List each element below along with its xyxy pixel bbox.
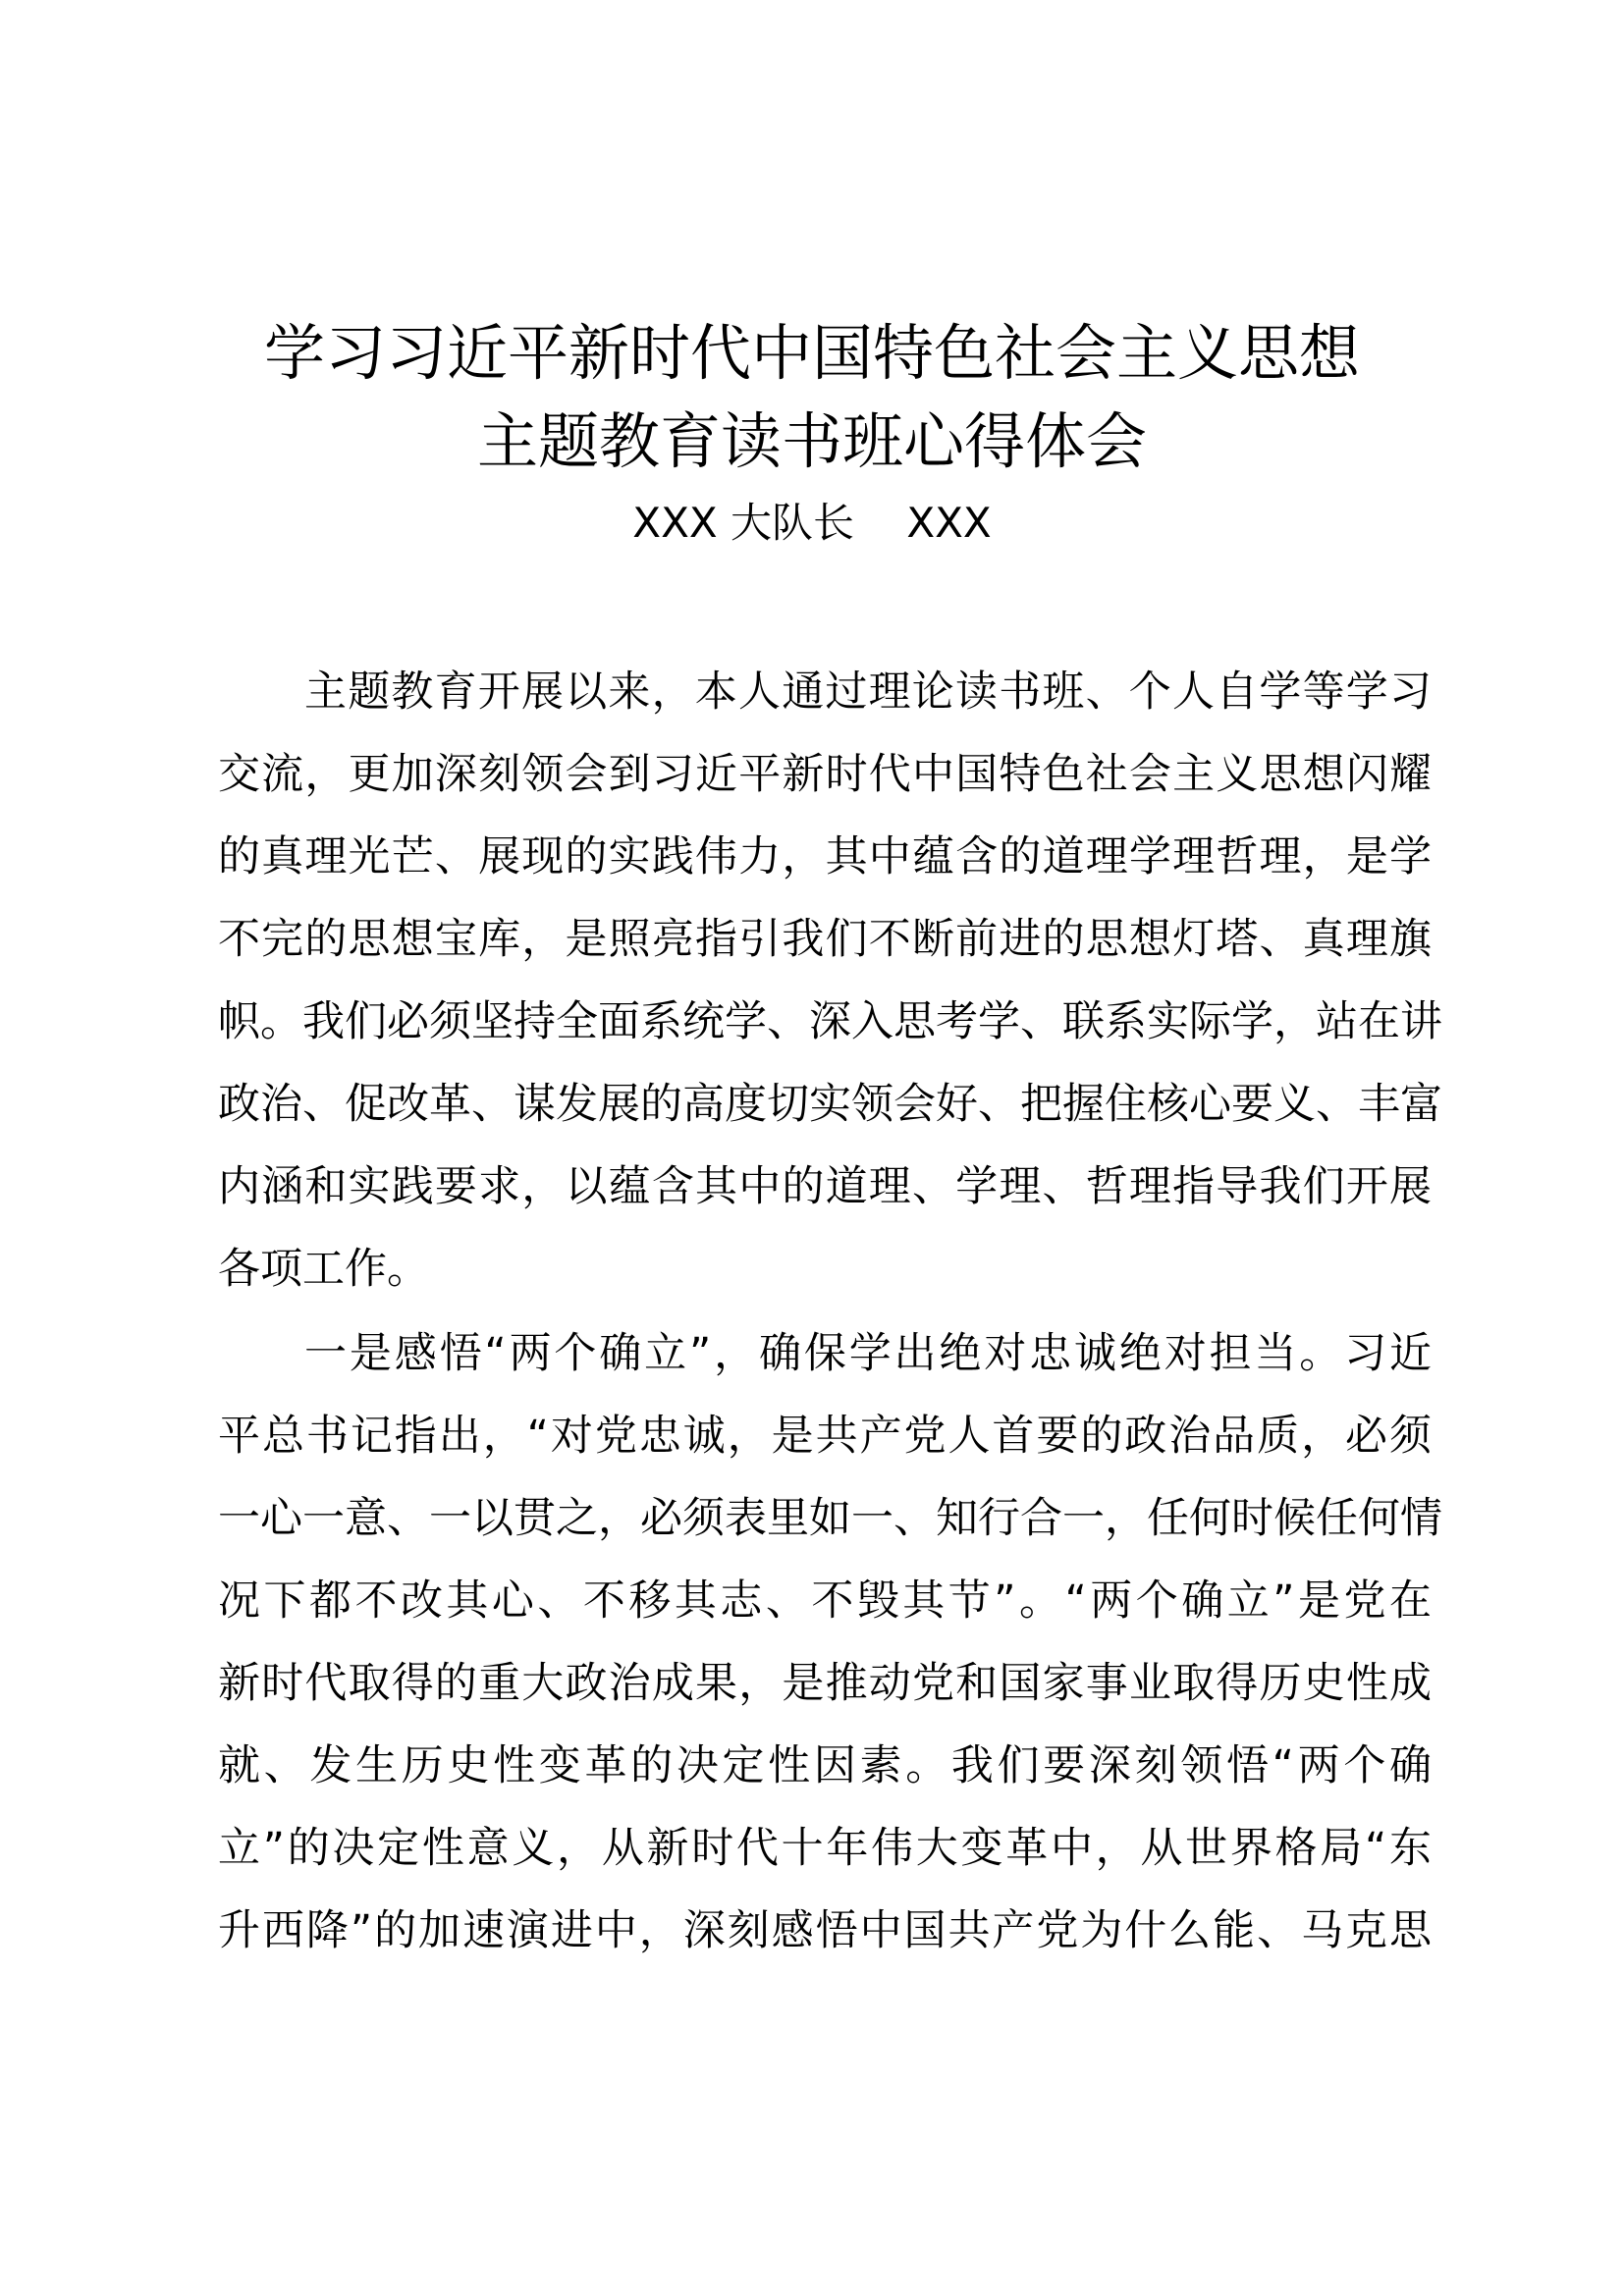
document-title-line-1: 学习习近平新时代中国特色社会主义思想 [263, 317, 1360, 389]
text-line: 就、发生历史性变革的决定性因素。我们要深刻领悟“两个确 [218, 1741, 1432, 1790]
text-line: 政治、促改革、谋发展的高度切实领会好、把握住核心要义、丰富 [218, 1080, 1442, 1129]
document-title-line-2: 主题教育读书班心得体会 [476, 405, 1147, 477]
text-line: 交流，更加深刻领会到习近平新时代中国特色社会主义思想闪耀 [218, 750, 1432, 799]
text-line: 的真理光芒、展现的实践伟力，其中蕴含的道理学理哲理，是学 [218, 832, 1432, 881]
text-line: 平总书记指出，“对党忠诚，是共产党人首要的政治品质，必须 [218, 1412, 1432, 1461]
text-line: 升西降”的加速演进中，深刻感悟中国共产党为什么能、马克思 [218, 1906, 1432, 1955]
paragraph-point-one [218, 1312, 1442, 1972]
text-line: 一是感悟“两个确立”，确保学出绝对忠诚绝对担当。习近 [304, 1329, 1432, 1378]
text-line: 不完的思想宝库，是照亮指引我们不断前进的思想灯塔、真理旗 [218, 915, 1432, 964]
author-line: XXX 大队长 XXX [632, 499, 992, 547]
text-line: 各项工作。 [218, 1245, 429, 1294]
paragraph-intro [218, 651, 1442, 1310]
text-line: 一心一意、一以贯之，必须表里如一、知行合一，任何时候任何情 [218, 1494, 1442, 1543]
text-line: 新时代取得的重大政治成果，是推动党和国家事业取得历史性成 [218, 1659, 1432, 1708]
text-line: 立”的决定性意义，从新时代十年伟大变革中，从世界格局“东 [218, 1824, 1432, 1873]
text-line: 主题教育开展以来，本人通过理论读书班、个人自学等学习 [304, 667, 1432, 717]
text-line: 内涵和实践要求，以蕴含其中的道理、学理、哲理指导我们开展 [218, 1162, 1432, 1211]
text-line: 况下都不改其心、不移其志、不毁其节”。“两个确立”是党在 [218, 1576, 1432, 1626]
text-line: 帜。我们必须坚持全面系统学、深入思考学、联系实际学，站在讲 [218, 997, 1442, 1046]
